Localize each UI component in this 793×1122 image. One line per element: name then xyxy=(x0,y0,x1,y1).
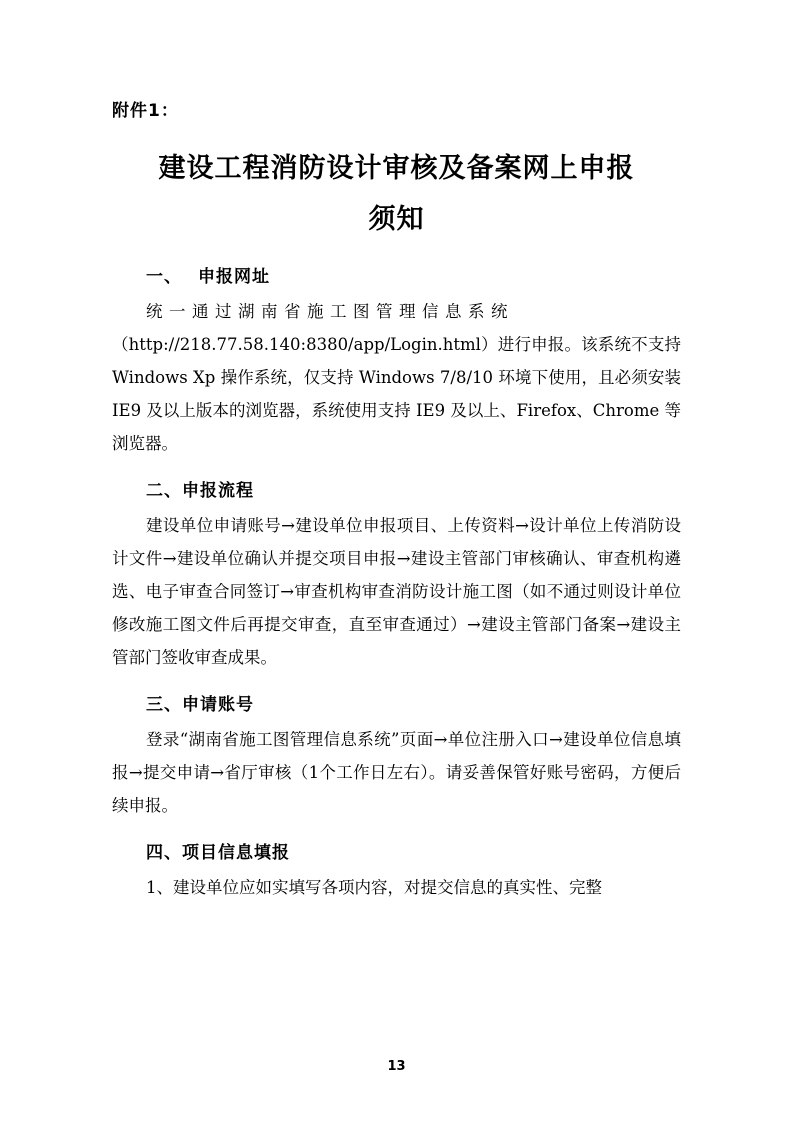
section-title-3: 申请账号 xyxy=(182,694,254,715)
section-number-1: 一、 xyxy=(146,266,182,287)
page-title xyxy=(112,143,681,246)
section-4-paragraph: 1、建设单位应如实填写各项内容，对提交信息的真实性、完整 xyxy=(146,877,602,897)
section-1-paragraph xyxy=(112,295,681,460)
section-1-lead: 统一通过湖南省施工图管理信息系统 xyxy=(146,301,514,321)
page-title-line-2: 须知 xyxy=(368,204,425,236)
section-1-body: （http://218.77.58.140:8380/app/Login.html）进行申报。该系统不支持 Windows Xp 操作系统，仅支持 Windows 7/8/10 环境下使用，且必须安装 IE9 及以上版本的浏览器，系统使用支持 IE9 及以上、Firefox、Chrome 等浏览器。 xyxy=(112,334,681,453)
section-3-paragraph: 登录“湖南省施工图管理信息系统”页面→单位注册入口→建设单位信息填报→提交申请→省厅审核（1个工作日左右）。请妥善保管好账号密码，方便后续申报。 xyxy=(112,729,681,815)
page-title-line-1: 建设工程消防设计审核及备案网上申报 xyxy=(158,153,635,184)
section-heading-3 xyxy=(112,690,681,715)
section-title-4: 项目信息填报 xyxy=(182,842,290,863)
section-number-2: 二、 xyxy=(146,480,182,501)
section-number-4: 四、 xyxy=(146,842,182,863)
page-number: 13 xyxy=(387,1059,406,1074)
section-number-3: 三、 xyxy=(146,694,182,715)
section-heading-4 xyxy=(112,838,681,863)
section-title-2: 申报流程 xyxy=(182,480,254,501)
section-heading-1 xyxy=(112,262,681,287)
section-title-1: 申报网址 xyxy=(198,266,270,287)
section-heading-2 xyxy=(112,476,681,501)
attachment-label: 附件1： xyxy=(112,101,179,121)
section-2-paragraph: 建设单位申请账号→建设单位申报项目、上传资料→设计单位上传消防设计文件→建设单位确认并提交项目申报→建设主管部门审核确认、审查机构遴选、电子审查合同签订→审查机构审查消防设计施工图（如不通过则设计单位修改施工图文件后再提交审查，直至审查通过）→建设主管部门备案→建设主管部门签收审查成果。 xyxy=(112,515,681,667)
